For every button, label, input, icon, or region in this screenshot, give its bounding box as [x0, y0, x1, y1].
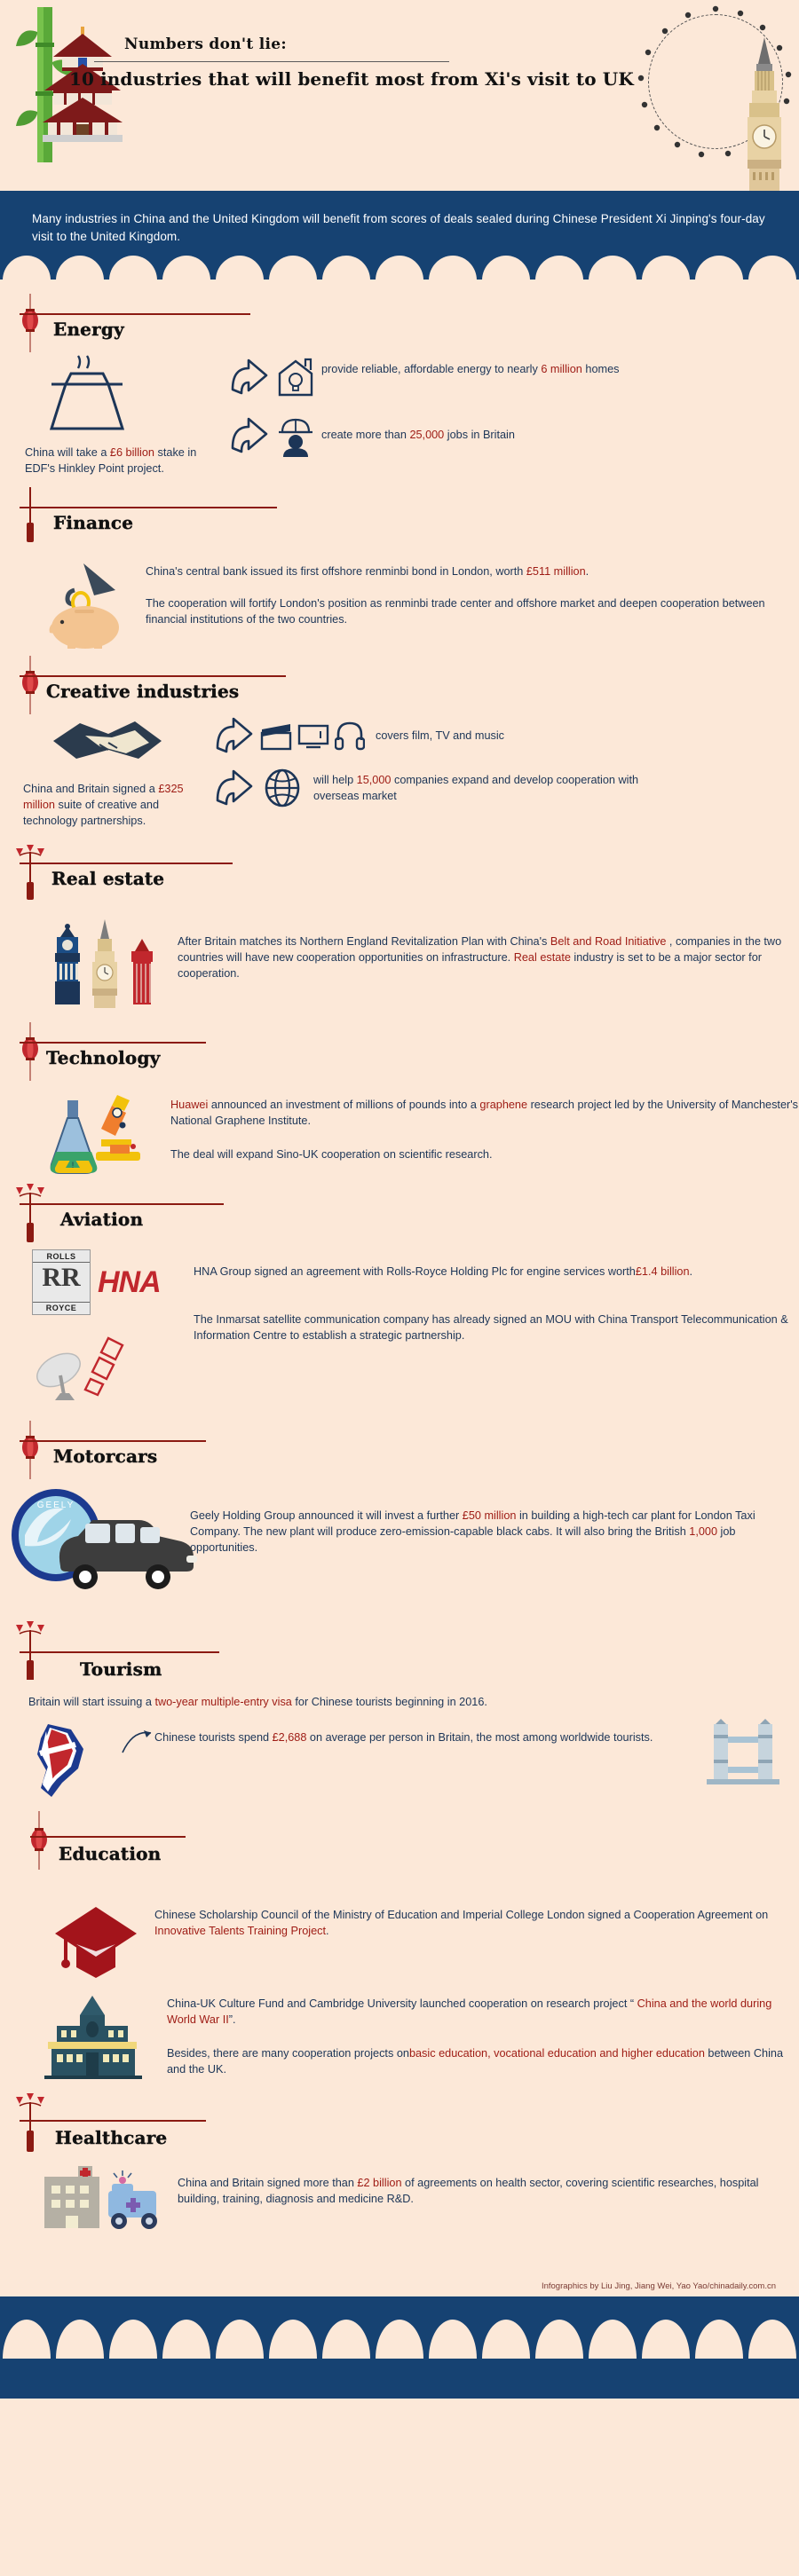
header-titles: [69, 35, 634, 90]
real-estate-p1-c: industry is set to be a major sector for cooperation.: [178, 951, 762, 981]
creative-caption-a: China and Britain signed a: [23, 783, 159, 796]
section-motorcars: [0, 1426, 799, 1619]
education-p1-a: Chinese Scholarship Council of the Ministry of Education and Imperial College London signed a Cooperation Agreement on: [154, 1909, 769, 1922]
tourism-p2-a: Chinese tourists spend: [154, 1731, 273, 1745]
headphones-icon: [335, 721, 365, 751]
section-title-finance: Finance: [53, 512, 134, 534]
energy-bullet-1: [321, 358, 685, 377]
tourism-p2-highlight: £2,688: [272, 1731, 307, 1745]
television-icon: [297, 721, 329, 751]
section-finance: [0, 492, 799, 649]
technology-paragraph-1: [170, 1097, 799, 1129]
technology-paragraph-2: The deal will expand Sino-UK cooperation on scientific research.: [170, 1148, 493, 1162]
graduation-cap-icon: [50, 1902, 147, 1978]
education-paragraph-3: [167, 2045, 799, 2077]
real-estate-paragraph: [178, 934, 799, 981]
section-healthcare: [0, 2095, 799, 2235]
header-divider: [94, 61, 449, 62]
creative-bullet-2-b: companies expand and develop cooperation with overseas market: [313, 774, 639, 803]
motorcars-p1-c: job opportunities.: [190, 1525, 736, 1555]
street-lamp-icon: [12, 1184, 48, 1242]
energy-caption-b: stake in EDF's Hinkley Point project.: [25, 446, 197, 476]
footer-banner: [0, 2296, 799, 2399]
energy-bullet-1-b: homes: [581, 363, 620, 375]
worker-helmet-icon: [275, 416, 316, 457]
tourism-p1-highlight: two-year multiple-entry visa: [154, 1696, 292, 1709]
section-title-energy: Energy: [53, 319, 124, 340]
motorcars-p1-highlight-2: 1,000: [689, 1525, 718, 1539]
tourism-p2-b: on average per person in Britain, the most among worldwide tourists.: [306, 1731, 653, 1745]
creative-caption-b: suite of creative and technology partnerships.: [23, 799, 160, 828]
creative-caption: [23, 781, 214, 829]
university-building-icon: [36, 1994, 151, 2079]
intro-banner: [0, 191, 799, 280]
clapperboard-icon: [260, 721, 292, 751]
intro-banner-text: Many industries in China and the United Kingdom will benefit from scores of deals sealed during Chinese President Xi Jinping's four-day visit to the United Kingdom.: [32, 212, 765, 243]
education-p1-highlight: Innovative Talents Training Project: [154, 1925, 327, 1938]
aviation-paragraph-1: [194, 1264, 799, 1280]
education-p3-highlight: basic education, vocational education and higher education: [408, 2047, 705, 2060]
creative-caption-highlight: £325 million: [23, 783, 184, 812]
finance-p1-a: China's central bank issued its first offshore renminbi bond in London, worth: [146, 565, 526, 579]
footer-strip: [0, 2386, 799, 2399]
creative-bullet-2-highlight: 15,000: [356, 774, 392, 787]
energy-caption: [25, 445, 229, 477]
chinese-lantern-icon: [12, 1421, 48, 1479]
arrow-right-icon: [214, 716, 255, 755]
education-p2-a: China-UK Culture Fund and Cambridge University launched cooperation on research project “: [167, 1997, 637, 2011]
tourism-paragraph-2: [154, 1719, 703, 1745]
street-lamp-icon: [12, 843, 48, 902]
section-technology: [0, 1028, 799, 1178]
rolls-royce-logo: [32, 1249, 91, 1315]
big-ben-icon: [737, 37, 792, 193]
section-title-aviation: Aviation: [60, 1209, 144, 1231]
motorcars-p1-highlight-1: £50 million: [462, 1509, 517, 1523]
energy-bullet-2: [321, 416, 685, 443]
section-title-education: Education: [59, 1843, 162, 1865]
education-p2-b: ”.: [228, 2013, 236, 2027]
uk-flag-map-icon: [23, 1719, 121, 1800]
healthcare-p1-a: China and Britain signed more than: [178, 2177, 358, 2190]
credit-line: Infographics by Liu Jing, Jiang Wei, Yao Yao/chinadaily.com.cn: [541, 2281, 776, 2292]
healthcare-p1-b: of agreements on health sector, covering scientific researches, hospital building, training, diagnosis and medicine R&D.: [178, 2177, 759, 2206]
hna-logo: HNA: [98, 1264, 161, 1299]
education-p1-b: .: [326, 1925, 329, 1938]
chinese-lantern-icon: [12, 294, 48, 352]
creative-bullet-2-a: will help: [313, 774, 357, 787]
energy-caption-highlight: £6 billion: [109, 446, 154, 459]
healthcare-p1-highlight: £2 billion: [357, 2177, 402, 2190]
motorcars-p1-b: in building a high-tech car plant for London Taxi Company. The new plant will produce zero-emission-capable black cabs. It will also bring the British: [190, 1509, 755, 1539]
chinese-lantern-icon: [12, 656, 48, 714]
london-landmarks-icon: [46, 909, 170, 1015]
energy-bullet-2-highlight: 25,000: [409, 429, 445, 441]
house-bulb-icon: [275, 358, 316, 398]
aviation-p1-b: .: [689, 1265, 693, 1279]
lab-microscope-icon: [41, 1090, 165, 1178]
technology-p1-a: announced an investment of millions of pounds into a: [208, 1099, 480, 1112]
aviation-p1-highlight: £1.4 billion: [635, 1265, 690, 1279]
energy-bullet-2-a: create more than: [321, 429, 410, 441]
piggy-bank-coin-icon: [39, 551, 137, 649]
education-paragraph-2: [167, 1996, 799, 2028]
energy-bullet-2-b: jobs in Britain: [444, 429, 515, 441]
aviation-paragraph-2: The Inmarsat satellite communication company has already signed an MOU with China Transport Telecommunication & Information Centre to establish a strategic partnership.: [194, 1313, 788, 1343]
real-estate-p1-b: , companies in the two countries will have new cooperation opportunities on infrastructure.: [178, 935, 782, 965]
finance-paragraph-2: The cooperation will fortify London's position as renminbi trade center and offshore market and deepen cooperation between financial institutions of the two countries.: [146, 597, 765, 626]
arrow-right-icon: [229, 416, 270, 455]
section-energy: [0, 299, 799, 477]
aviation-p1-a: HNA Group signed an agreement with Rolls-Royce Holding Plc for engine services worth: [194, 1265, 636, 1279]
banner-scallop-divider: [0, 256, 799, 280]
tower-bridge-icon: [703, 1719, 783, 1786]
tourism-p1-b: for Chinese tourists beginning in 2016.: [291, 1696, 487, 1709]
section-tourism: [0, 1625, 799, 1800]
education-paragraph-1: [147, 1902, 799, 1939]
section-title-real-estate: Real estate: [51, 868, 165, 890]
real-estate-p1-highlight-2: Real estate: [513, 951, 571, 965]
section-aviation: [0, 1189, 799, 1412]
header-kicker: Numbers don't lie:: [124, 35, 288, 53]
street-lamp-icon: [12, 1621, 48, 1680]
finance-p1-b: .: [585, 565, 589, 579]
education-p2-highlight: China and the world during World War II: [167, 1997, 772, 2027]
motorcars-paragraph: [190, 1508, 799, 1556]
geely-logo-text: GEELY: [36, 1501, 75, 1511]
tourism-p1-a: Britain will start issuing a: [28, 1696, 155, 1709]
section-real-estate: [0, 848, 799, 1015]
street-lamp-icon: [12, 487, 48, 546]
finance-paragraph-1: [146, 563, 799, 579]
street-lamp-icon: [12, 2093, 48, 2152]
cooling-tower-icon: [44, 352, 178, 437]
healthcare-paragraph: [169, 2164, 799, 2207]
header: [0, 0, 799, 191]
satellite-dish-icon: [32, 1331, 147, 1407]
motorcars-p1-a: Geely Holding Group announced it will invest a further: [190, 1509, 463, 1523]
technology-p1-highlight-2: graphene: [479, 1099, 528, 1112]
svg-text:!: !: [71, 1161, 75, 1170]
section-education: [0, 1816, 799, 2086]
arrow-right-icon: [214, 768, 255, 807]
energy-bullet-1-highlight: 6 million: [541, 363, 582, 375]
section-creative-industries: [0, 661, 799, 829]
rolls-royce-monogram-icon: RR: [42, 1263, 81, 1293]
london-black-cab-icon: [44, 1509, 200, 1594]
energy-bullet-1-a: provide reliable, affordable energy to nearly: [321, 363, 542, 375]
creative-bullet-2: [313, 772, 686, 804]
hospital-ambulance-icon: [36, 2164, 169, 2235]
real-estate-p1-highlight-1: Belt and Road Initiative: [550, 935, 667, 949]
section-title-creative: Creative industries: [46, 681, 240, 703]
curved-arrow-icon: [121, 1726, 154, 1756]
technology-p1-b: research project led by the University of Manchester's National Graphene Institute.: [170, 1099, 798, 1128]
creative-bullet-1: covers film, TV and music: [376, 729, 505, 743]
footer-scallop-divider: [0, 2320, 799, 2350]
real-estate-p1-a: After Britain matches its Northern England Revitalization Plan with China's: [178, 935, 550, 949]
section-title-technology: Technology: [46, 1047, 161, 1069]
technology-p1-highlight-1: Huawei: [170, 1099, 209, 1112]
finance-p1-highlight: £511 million: [526, 565, 586, 579]
handshake-icon: [50, 714, 165, 768]
chinese-lantern-icon: [12, 1022, 48, 1081]
rolls-royce-top-label: ROLLS: [33, 1252, 90, 1263]
globe-icon: [262, 768, 303, 808]
energy-caption-a: China will take a: [25, 446, 110, 459]
tourism-paragraph-1: [0, 1690, 799, 1710]
page-title: 10 industries that will benefit most from Xi's visit to UK: [69, 68, 634, 90]
section-title-motorcars: Motorcars: [53, 1446, 158, 1468]
education-p3-b: between China and the UK.: [167, 2047, 784, 2076]
rolls-royce-bottom-label: ROYCE: [33, 1302, 90, 1312]
chinese-lantern-icon: [21, 1811, 57, 1870]
section-title-healthcare: Healthcare: [55, 2127, 168, 2149]
education-p3-a: Besides, there are many cooperation projects on: [167, 2047, 409, 2060]
section-title-tourism: Tourism: [80, 1658, 162, 1681]
arrow-right-icon: [229, 358, 270, 397]
